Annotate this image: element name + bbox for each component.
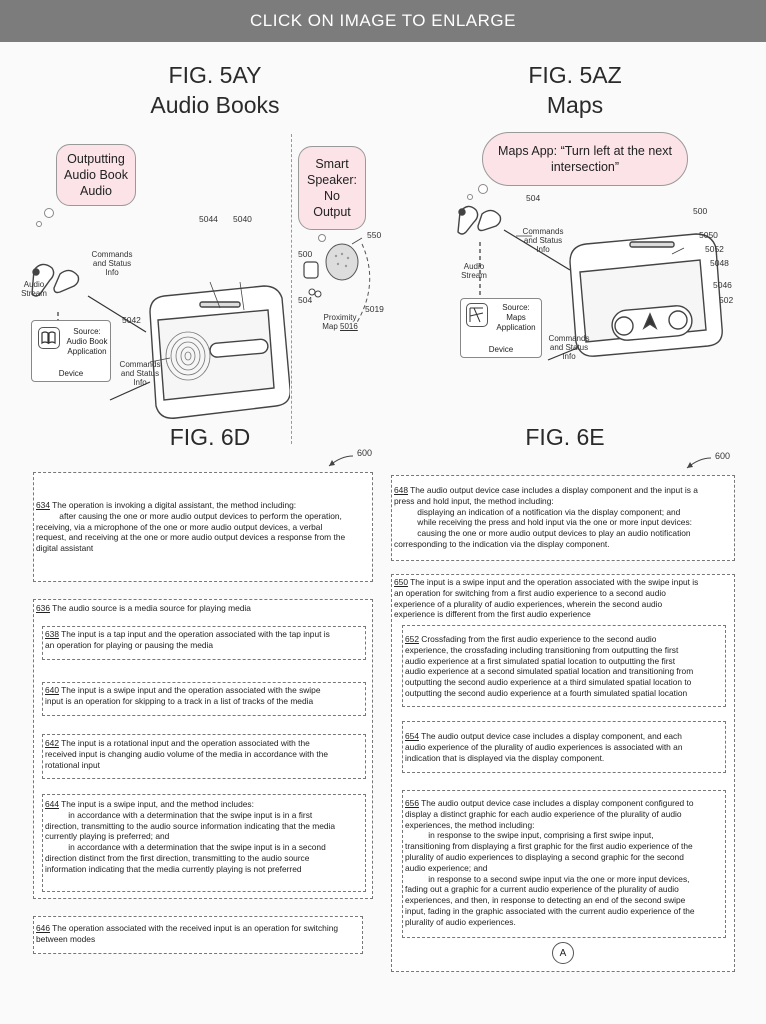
ref-number: 5050 <box>699 230 718 240</box>
step-body: The audio output device case includes a display component configured to display a distinct graphic for each audio experience of the plurality of audio experiences, the method including: in response to the swipe input, comprising a first swipe input, transitioning from displaying a first graphic for the first audio experience of the plurality of audio experiences to displaying a second graphic for the second audio experience; and in response to a second swipe input via the one or more input devices, fading out a graphic for a current audio experience of the plurality of audio experiences, and then, in response to detecting an end of the second swipe input, fading in the graphic associated with the current audio experience of the plurality of audio experiences. <box>405 798 695 927</box>
source-label: Source: Maps Application <box>496 303 536 332</box>
ref-number: 5048 <box>710 258 729 268</box>
device-label: Device <box>488 345 514 354</box>
fig-5ay-subtitle: Audio Books <box>150 92 280 118</box>
step-ref: 654 <box>405 731 419 741</box>
proximity-ref: 5016 <box>340 322 358 331</box>
ref-number: 504 <box>298 295 313 305</box>
ref-600: 600 <box>357 448 373 458</box>
speech-cloud-smart-speaker: Smart Speaker: No Output <box>298 146 366 230</box>
fig-5az-title <box>470 60 680 120</box>
ref-number: 504 <box>526 193 541 203</box>
step-ref: 634 <box>36 500 50 510</box>
audio-stream-label: Audio Stream <box>461 262 487 280</box>
step-ref: 636 <box>36 603 50 613</box>
step-body: Crossfading from the first audio experience to the second audio experience, the crossfading including transitioning from outputting the first audio experience at a first simulated spatial location to outputting the first audio experience at a second simulated spatial location and transitioning from outputting the second audio experience at a third simulated spatial location to outputting the second audio experience at a fourth simulated spatial location <box>405 634 694 698</box>
ref-600: 600 <box>715 451 731 461</box>
ref-arrow <box>683 456 713 472</box>
step-body: The input is a rotational input and the operation associated with the received input is changing audio volume of the media in accordance with the rotational input <box>45 738 329 770</box>
step-text-644 <box>45 799 365 875</box>
ref-number: 500 <box>298 249 313 259</box>
smart-speaker-icon <box>326 244 358 280</box>
enlarge-banner[interactable] <box>0 0 766 42</box>
step-ref: 652 <box>405 634 419 644</box>
ref-number: 550 <box>367 230 382 240</box>
book-app-icon <box>38 327 60 349</box>
enlarge-label: CLICK ON IMAGE TO ENLARGE <box>250 11 516 30</box>
step-body: The input is a swipe input and the operation associated with the swipe input is an operation for switching from a first audio experience to a second audio experience of a plurality of audio experiences, wherein the second audio experience is different from the first audio experience <box>394 577 699 620</box>
step-ref: 644 <box>45 799 59 809</box>
step-ref: 646 <box>36 923 50 933</box>
commands-label: Commands and Status Info <box>522 227 564 254</box>
ref-arrow <box>325 454 355 470</box>
watch-icon <box>304 262 318 278</box>
fig-5ay-number: FIG. 5AY <box>168 62 262 88</box>
step-ref: 638 <box>45 629 59 639</box>
step-text-636 <box>36 603 372 614</box>
commands-label: Commands and Status Info <box>548 334 590 361</box>
speech-cloud-audiobook: Outputting Audio Book Audio <box>56 144 136 206</box>
step-text-638 <box>45 629 365 651</box>
step-text-640 <box>45 685 365 707</box>
ref-number: 5019 <box>365 304 384 314</box>
fig-5ay-title <box>110 60 320 120</box>
fig-6e-title: FIG. 6E <box>525 424 605 450</box>
step-ref: 642 <box>45 738 59 748</box>
step-text-654 <box>405 731 725 763</box>
case-drawing <box>570 234 722 356</box>
step-ref: 648 <box>394 485 408 495</box>
commands-label: Commands and Status Info <box>119 360 161 387</box>
ref-number: 5052 <box>705 244 724 254</box>
step-body: The input is a swipe input and the operation associated with the swipe input is an operation for skipping to a track in a list of tracks of the media <box>45 685 321 706</box>
proximity-text: Proximity Map <box>322 313 357 331</box>
ref-number: 5044 <box>199 214 218 224</box>
speech-cloud-maps: Maps App: “Turn left at the next intersection” <box>482 132 688 186</box>
fig-5az-number: FIG. 5AZ <box>528 62 622 88</box>
ref-number: 502 <box>719 295 734 305</box>
commands-label: Commands and Status Info <box>91 250 133 277</box>
map-app-icon <box>466 303 488 327</box>
ref-number: 5040 <box>233 214 252 224</box>
step-body: The input is a tap input and the operation associated with the tap input is an operation for playing or pausing the media <box>45 629 330 650</box>
step-ref: 640 <box>45 685 59 695</box>
ref-number: 5046 <box>713 280 732 290</box>
step-body: The input is a swipe input, and the method includes: in accordance with a determination that the swipe input is in a first direction, transmitting to the audio source information indicating that the media currently playing is preferred; and in accordance with a determination that the swipe input is in a second direction distinct from the first direction, transmitting to the audio source information indicating that the media currently playing is not preferred <box>45 799 336 874</box>
audio-stream-label: Audio Stream <box>21 280 47 298</box>
step-body: The audio source is a media source for playing media <box>49 603 251 613</box>
step-body: The audio output device case includes a display component, and each audio experience of the plurality of audio experiences is associated with an indication that is displayed via the display component. <box>405 731 683 763</box>
ref-number: 5042 <box>122 315 141 325</box>
step-text-634 <box>36 500 372 554</box>
step-ref: 656 <box>405 798 419 808</box>
step-text-656 <box>405 798 725 928</box>
step-text-642 <box>45 738 365 770</box>
proximity-map-label <box>318 313 362 331</box>
step-text-648 <box>394 485 734 550</box>
earbuds-icon <box>458 206 501 234</box>
device-label: Device <box>58 369 84 378</box>
step-body: The audio output device case includes a display component and the input is a press and hold input, the method including: displaying an indication of a notification via the display component; and while receiving the press and hold input via the one or more input devices: causing the one or more audio output devices to play an audio notification corresponding to the indication via the display component. <box>394 485 698 549</box>
step-text-652 <box>405 634 725 699</box>
fig-6d-title: FIG. 6D <box>169 424 251 450</box>
step-text-646 <box>36 923 362 945</box>
source-device-box <box>460 298 542 358</box>
step-body: The operation associated with the received input is an operation for switching between modes <box>36 923 339 944</box>
step-ref: 650 <box>394 577 408 587</box>
source-label: Source: Audio Book Application <box>66 327 108 356</box>
source-device-box <box>31 320 111 382</box>
step-body: The operation is invoking a digital assistant, the method including: after causing the one or more audio output devices to perform the operation, receiving, via a microphone of the one or more audio output devices, a verbal request, and receiving at the one or more audio output devices a response from the digital assistant <box>36 500 346 554</box>
ref-number: 500 <box>693 206 708 216</box>
fig-5az-subtitle: Maps <box>546 92 604 118</box>
connector-a: A <box>552 942 574 964</box>
step-text-650 <box>394 577 734 620</box>
patent-figure-page[interactable] <box>0 42 766 1024</box>
